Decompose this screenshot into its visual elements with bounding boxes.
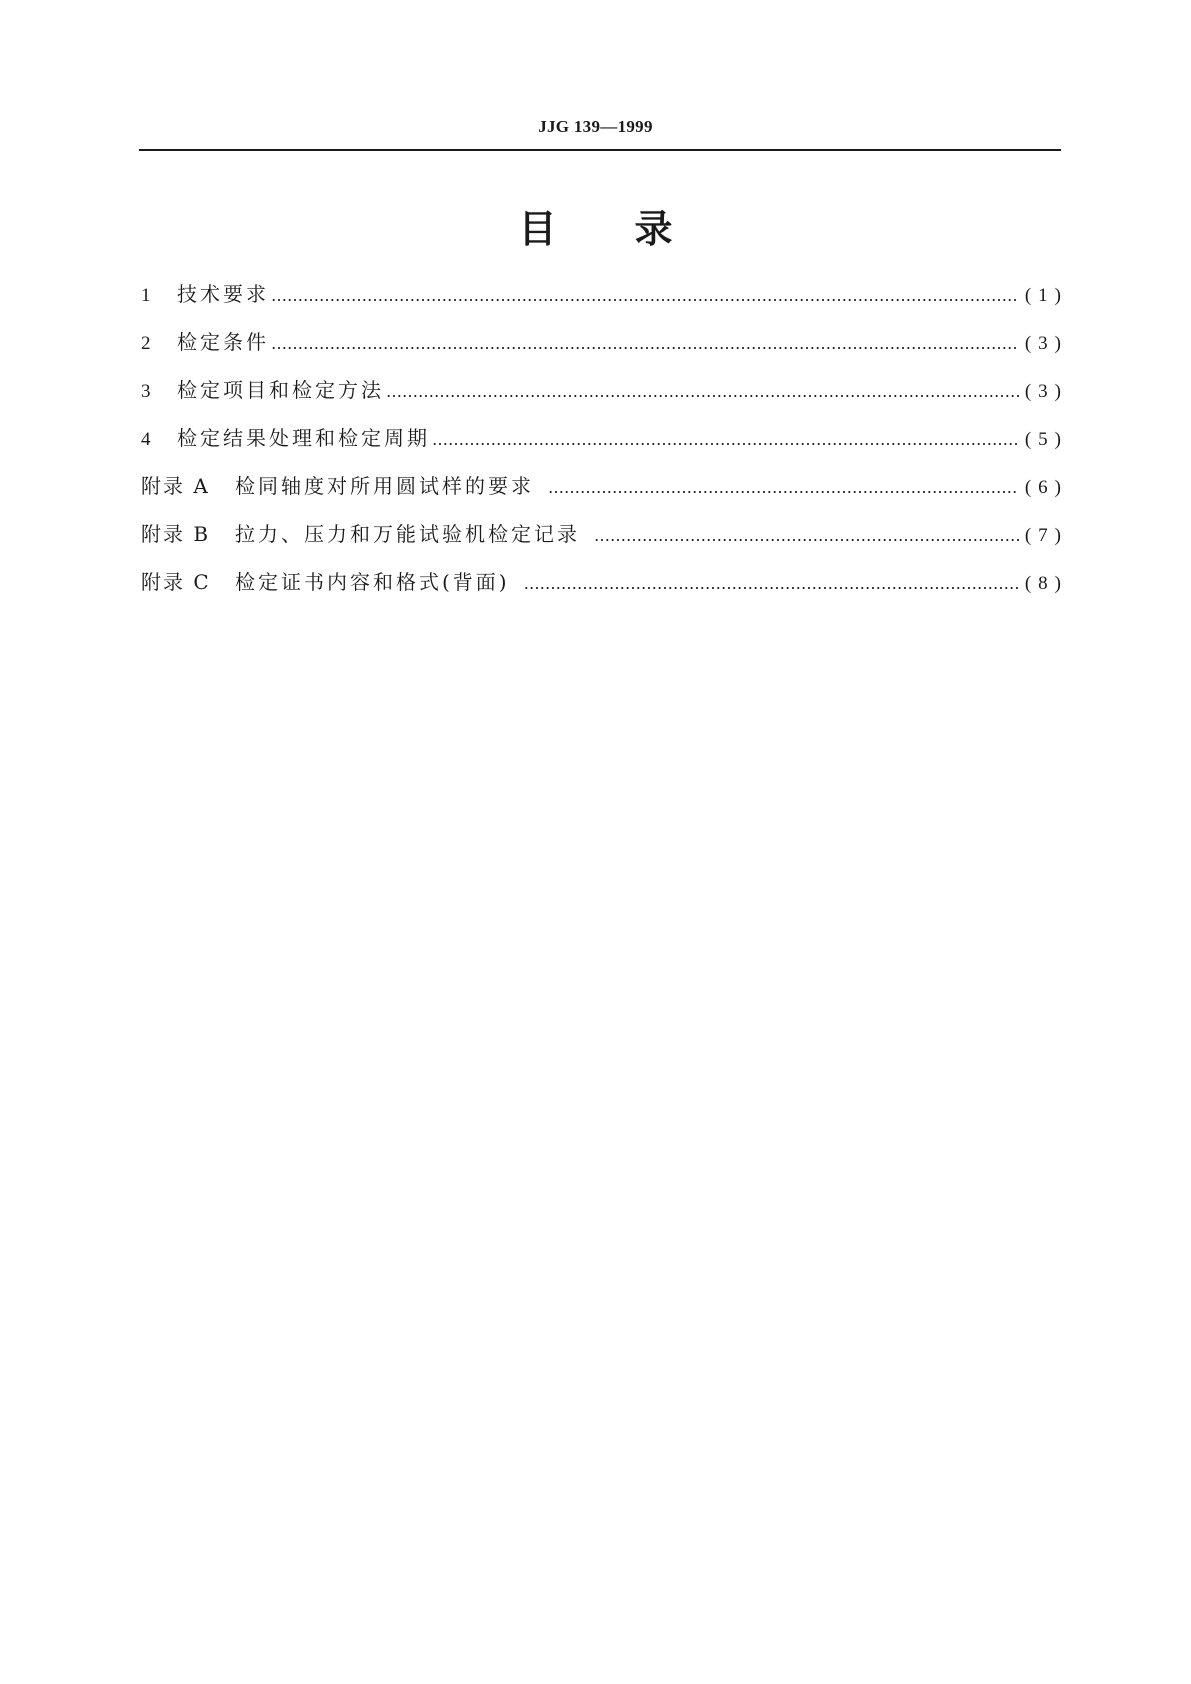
toc-dot-leader — [432, 424, 1019, 456]
toc-appendix-b[interactable] — [141, 518, 1068, 566]
toc-dot-leader — [386, 376, 1019, 408]
toc-appendix-c[interactable] — [141, 566, 1068, 614]
toc-appendix-label: 附录 C — [141, 570, 211, 594]
toc-dot-leader — [548, 472, 1019, 504]
table-of-contents — [141, 278, 1068, 614]
toc-appendix-title: 拉力、压力和万能试验机检定记录 — [235, 522, 580, 546]
toc-appendix-label: 附录 A — [141, 474, 210, 498]
toc-entry-3[interactable] — [141, 374, 1068, 422]
toc-entry-page: (5) — [1024, 429, 1068, 450]
toc-entry-page: (3) — [1024, 381, 1068, 402]
toc-dot-leader — [271, 280, 1019, 312]
toc-entry-title: 技术要求 — [177, 282, 269, 306]
toc-title-char-2: 录 — [634, 207, 751, 251]
toc-entry-number: 2 — [141, 333, 151, 354]
toc-appendix-title: 检同轴度对所用圆试样的要求 — [235, 474, 534, 498]
toc-entry-title: 检定结果处理和检定周期 — [177, 426, 430, 450]
toc-entry-1[interactable] — [141, 278, 1068, 326]
toc-title — [0, 198, 1191, 253]
toc-entry-4[interactable] — [141, 422, 1068, 470]
standard-code-header: JJG 139—1999 — [538, 117, 653, 136]
toc-dot-leader — [524, 568, 1019, 600]
toc-appendix-title: 检定证书内容和格式(背面) — [235, 570, 510, 594]
toc-appendix-page: (7) — [1024, 525, 1068, 546]
toc-entry-page: (3) — [1024, 333, 1068, 354]
toc-appendix-page: (8) — [1024, 573, 1068, 594]
toc-dot-leader — [271, 328, 1019, 360]
toc-entry-number: 4 — [141, 429, 151, 450]
toc-dot-leader — [594, 520, 1019, 552]
toc-entry-title: 检定条件 — [177, 330, 269, 354]
toc-entry-number: 3 — [141, 381, 151, 402]
toc-title-char-1: 目 — [518, 207, 635, 251]
toc-entry-page: (1) — [1024, 285, 1068, 306]
toc-appendix-label: 附录 B — [141, 522, 211, 546]
header-divider — [139, 149, 1061, 151]
toc-entry-number: 1 — [141, 285, 151, 306]
toc-appendix-page: (6) — [1024, 477, 1068, 498]
toc-entry-2[interactable] — [141, 326, 1068, 374]
toc-entry-title: 检定项目和检定方法 — [177, 378, 384, 402]
toc-appendix-a[interactable] — [141, 470, 1068, 518]
